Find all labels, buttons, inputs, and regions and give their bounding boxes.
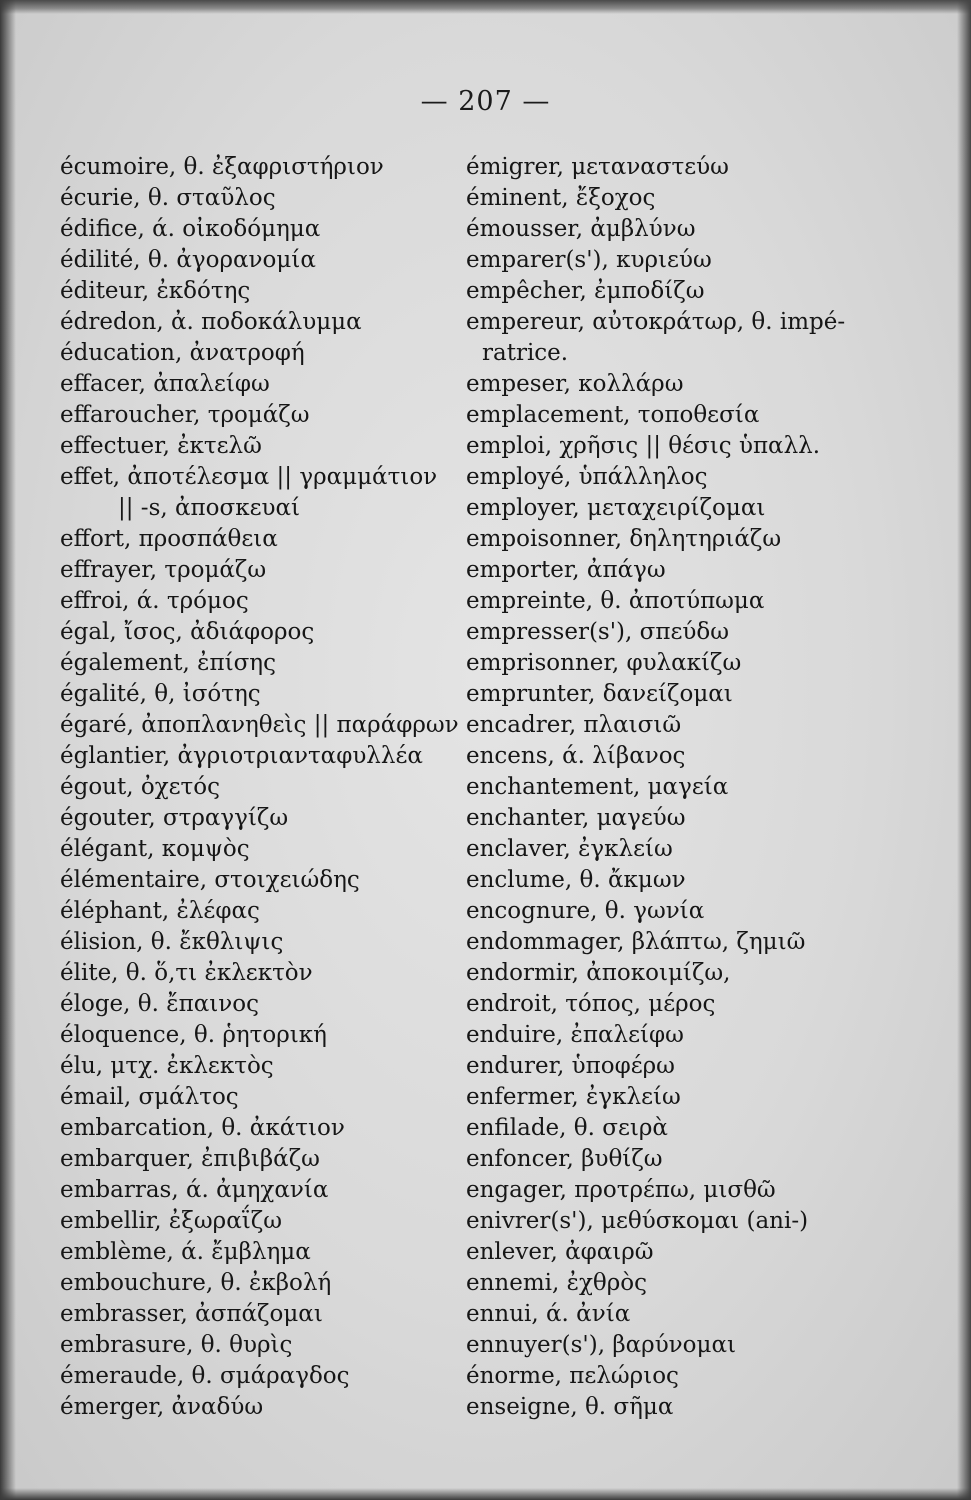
dictionary-entry: écurie, θ. σταῦλος [60,185,276,211]
dictionary-entry: ennemi, ἐχθρὸς [466,1270,648,1296]
dictionary-entry: éléphant, ἐλέφας [60,898,260,924]
dictionary-entry: empereur, αὐτοκράτωρ, θ. impé- [466,309,846,335]
dictionary-entry: ennuyer(s'), βαρύνομαι [466,1332,737,1358]
dictionary-entry: éminent, ἔξοχος [466,185,656,211]
dictionary-entry: élision, θ. ἔκθλιψις [60,929,284,955]
dictionary-entry-continuation: ratrice. [482,340,569,366]
dictionary-entry: emparer(s'), κυριεύω [466,247,712,273]
dictionary-entry: éducation, ἀνατροφή [60,340,305,366]
dictionary-entry: enlever, ἀφαιρῶ [466,1239,654,1265]
dictionary-entry: engager, προτρέπω, μισθῶ [466,1177,776,1203]
dictionary-entry: élémentaire, στοιχειώδης [60,867,360,893]
page-right-edge-shadow [957,0,971,1500]
dictionary-entry: effroi, ά. τρόμος [60,588,249,614]
dictionary-entry: empeser, κολλάρω [466,371,684,397]
dictionary-entry: enfermer, ἐγκλείω [466,1084,681,1110]
dictionary-entry: effort, προσπάθεια [60,526,278,552]
dictionary-entry: enclume, θ. ἄκμων [466,867,686,893]
dictionary-entry-continuation: || -s, ἀποσκευαί [118,495,301,521]
dictionary-entry: enclaver, ἐγκλείω [466,836,673,862]
dictionary-entry: enchanter, μαγεύω [466,805,686,831]
dictionary-entry: endurer, ὑποφέρω [466,1053,675,1079]
page-left-edge-shadow [0,0,16,1500]
dictionary-entry: employer, μεταχειρίζομαι [466,495,766,521]
dictionary-entry: enduire, ἐπαλείφω [466,1022,684,1048]
dictionary-entry: élite, θ. ὅ,τι ἐκλεκτὸν [60,960,313,986]
dictionary-entry: enchantement, μαγεία [466,774,729,800]
dictionary-entry: embrasser, ἀσπάζομαι [60,1301,323,1327]
dictionary-entry: endroit, τόπος, μέρος [466,991,716,1017]
dictionary-entry: emploi, χρῆσις || θέσις ὑπαλλ. [466,433,821,459]
dictionary-entry: émail, σμάλτος [60,1084,239,1110]
dictionary-entry: effaroucher, τρομάζω [60,402,310,428]
dictionary-entry: édilité, θ. ἀγορανομία [60,247,316,273]
dictionary-entry: églantier, ἀγριοτριανταφυλλέα [60,743,423,769]
dictionary-entry: enfilade, θ. σειρὰ [466,1115,668,1141]
dictionary-entry: emporter, ἀπάγω [466,557,666,583]
dictionary-entry: élu, μτχ. ἐκλεκτὸς [60,1053,274,1079]
dictionary-entry: égout, ὀχετός [60,774,221,800]
dictionary-entry: emprunter, δανείζομαι [466,681,733,707]
dictionary-entry: émigrer, μεταναστεύω [466,154,729,180]
dictionary-entry: empresser(s'), σπεύδω [466,619,729,645]
dictionary-entry: ennui, ά. ἀνία [466,1301,631,1327]
dictionary-entry: énorme, πελώριος [466,1363,679,1389]
dictionary-entry: éloge, θ. ἔπαινος [60,991,259,1017]
dictionary-entry: effectuer, ἐκτελῶ [60,433,262,459]
page-top-edge-shadow [0,0,971,14]
dictionary-entry: égaré, ἀποπλανηθεὶς || παράφρων [60,712,459,738]
dictionary-entry: employé, ὑπάλληλος [466,464,708,490]
dictionary-entry: émerger, ἀναδύω [60,1394,264,1420]
dictionary-entry: égal, ἴσος, ἀδιάφορος [60,619,315,645]
dictionary-entry: encadrer, πλαισιῶ [466,712,682,738]
dictionary-column-right [466,152,846,1423]
dictionary-column-left [60,152,470,1423]
dictionary-entry: effacer, ἀπαλείφω [60,371,270,397]
dictionary-entry: emprisonner, φυλακίζω [466,650,742,676]
dictionary-entry: embellir, ἐξωραΐζω [60,1208,282,1234]
dictionary-entry: également, ἐπίσης [60,650,276,676]
page-number: — 207 — [420,86,551,117]
dictionary-entry: embarras, ά. ἀμηχανία [60,1177,329,1203]
dictionary-entry: effrayer, τρομάζω [60,557,267,583]
dictionary-entry: édredon, ἀ. ποδοκάλυμμα [60,309,362,335]
dictionary-entry: emplacement, τοποθεσία [466,402,760,428]
dictionary-entry: empoisonner, δηλητηριάζω [466,526,782,552]
dictionary-entry: embarquer, ἐπιβιβάζω [60,1146,320,1172]
dictionary-entry: emblème, ά. ἔμβλημα [60,1239,311,1265]
dictionary-entry: émeraude, θ. σμάραγδος [60,1363,350,1389]
dictionary-entry: embrasure, θ. θυρὶς [60,1332,293,1358]
dictionary-entry: endommager, βλάπτω, ζημιῶ [466,929,806,955]
dictionary-entry: éditeur, ἐκδότης [60,278,251,304]
dictionary-entry: endormir, ἀποκοιμίζω, [466,960,731,986]
dictionary-entry: émousser, ἀμβλύνω [466,216,696,242]
dictionary-entry: embarcation, θ. ἀκάτιον [60,1115,345,1141]
dictionary-entry: effet, ἀποτέλεσμα || γραμμάτιον [60,464,438,490]
dictionary-entry: édifice, ά. οἰκοδόμημα [60,216,321,242]
dictionary-entry: empêcher, ἐμποδίζω [466,278,705,304]
dictionary-entry: encognure, θ. γωνία [466,898,705,924]
dictionary-entry: empreinte, θ. ἀποτύπωμα [466,588,765,614]
dictionary-entry: enseigne, θ. σῆμα [466,1394,674,1420]
page-bottom-edge-shadow [0,1488,971,1500]
dictionary-entry: écumoire, θ. ἐξαφριστήριον [60,154,384,180]
dictionary-entry: encens, ά. λίβανος [466,743,686,769]
dictionary-entry: égalité, θ, ἰσότης [60,681,261,707]
dictionary-entry: enfoncer, βυθίζω [466,1146,663,1172]
dictionary-entry: enivrer(s'), μεθύσκομαι (ani-) [466,1208,809,1234]
dictionary-entry: éloquence, θ. ῥητορική [60,1022,327,1048]
dictionary-entry: égouter, στραγγίζω [60,805,289,831]
dictionary-entry: élégant, κομψὸς [60,836,250,862]
dictionary-entry: embouchure, θ. ἐκβολή [60,1270,332,1296]
